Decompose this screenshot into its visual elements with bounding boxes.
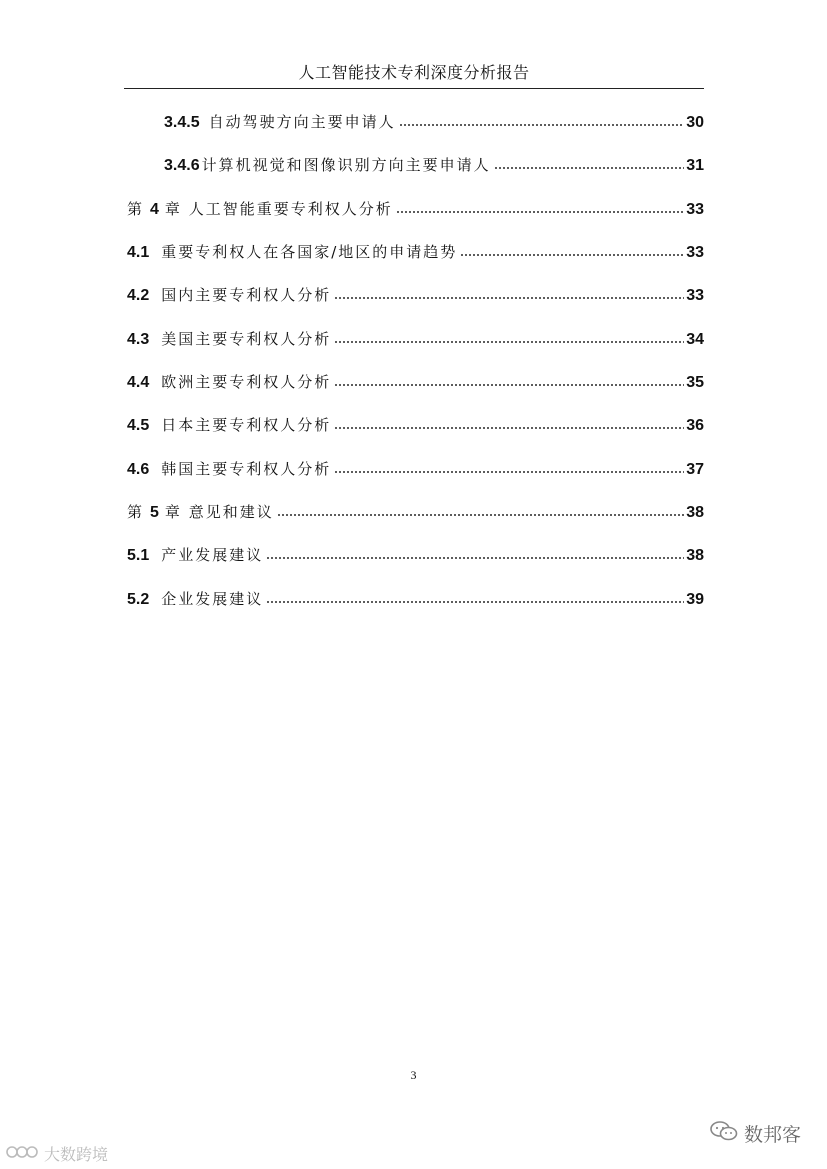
- toc-entry[interactable]: [127, 544, 704, 568]
- toc-entry-page: 36: [686, 417, 704, 434]
- toc-entry-number: 4.2: [127, 287, 150, 304]
- toc-dot-leader: [277, 501, 685, 517]
- toc-entry-number: 4.3: [127, 331, 150, 348]
- toc-entry-page: 31: [686, 157, 704, 174]
- toc-entry[interactable]: [127, 241, 704, 265]
- toc-entry-number: 4.6: [127, 461, 150, 478]
- toc-entry[interactable]: [164, 154, 704, 178]
- toc-entry-page: 39: [686, 591, 704, 608]
- toc-dot-leader: [334, 284, 684, 300]
- toc-entry-prefix: 第: [127, 200, 145, 218]
- page-number: 3: [410, 1068, 417, 1082]
- toc-entry-page: 33: [686, 201, 704, 218]
- watermark-right: [710, 1120, 801, 1147]
- toc-entry[interactable]: [127, 414, 704, 438]
- toc-entry-title: 韩国主要专利权人分析: [161, 460, 332, 478]
- page-header-title: 人工智能技术专利深度分析报告: [298, 63, 530, 82]
- toc-entry-chapter[interactable]: [127, 198, 704, 222]
- toc-dot-leader: [266, 544, 684, 560]
- toc-entry[interactable]: [127, 588, 704, 612]
- toc-entry-chapter[interactable]: [127, 501, 704, 525]
- toc-entry-number: 4.5: [127, 417, 150, 434]
- toc-dot-leader: [399, 111, 685, 127]
- toc-entry[interactable]: [127, 458, 704, 482]
- toc-entry-page: 33: [686, 244, 704, 261]
- toc-entry-page: 34: [686, 331, 704, 348]
- toc-entry-title: 重要专利权人在各国家/地区的申请趋势: [161, 243, 458, 261]
- toc-entry-title: 章 人工智能重要专利权人分析: [164, 200, 393, 218]
- toc-entry-title: 产业发展建议: [161, 546, 264, 564]
- watermark-right-text: 数邦客: [743, 1124, 801, 1146]
- toc-entry-prefix: 第: [127, 503, 145, 521]
- toc-entry-title: 企业发展建议: [161, 590, 264, 608]
- toc-dot-leader: [396, 198, 685, 214]
- toc-entry-title: 美国主要专利权人分析: [161, 330, 332, 348]
- toc-entry-title: 章 意见和建议: [164, 503, 274, 521]
- toc-dot-leader: [334, 414, 684, 430]
- watermark-logo-icon: [6, 1143, 40, 1165]
- watermark-left: [6, 1142, 108, 1165]
- toc-entry-page: 30: [686, 114, 704, 131]
- toc-entry-title: 自动驾驶方向主要申请人: [208, 113, 396, 131]
- toc-dot-leader: [334, 458, 684, 474]
- toc-entry[interactable]: [127, 371, 704, 395]
- toc-entry-number: 4.1: [127, 244, 150, 261]
- toc-entry-number: 4: [150, 201, 159, 218]
- wechat-icon: [710, 1120, 738, 1147]
- toc-entry-page: 38: [686, 504, 704, 521]
- toc-entry-page: 33: [686, 287, 704, 304]
- toc-entry-title: 计算机视觉和图像识别方向主要申请人: [201, 156, 491, 174]
- toc-entry-page: 38: [686, 547, 704, 564]
- toc-entry-number: 3.4.5: [164, 114, 200, 131]
- toc-entry-page: 37: [686, 461, 704, 478]
- toc-entry-number: 4.4: [127, 374, 150, 391]
- toc-entry-title: 国内主要专利权人分析: [161, 286, 332, 304]
- toc-entry-page: 35: [686, 374, 704, 391]
- toc-dot-leader: [494, 154, 685, 170]
- header-rule: [124, 88, 704, 89]
- toc-entry-number: 5: [150, 504, 159, 521]
- toc-entry[interactable]: [127, 284, 704, 308]
- toc-entry-number: 5.1: [127, 547, 150, 564]
- toc-dot-leader: [266, 588, 684, 604]
- toc-entry-number: 3.4.6: [164, 157, 200, 174]
- toc-dot-leader: [460, 241, 684, 257]
- toc-entry[interactable]: [127, 328, 704, 352]
- toc-entry-number: 5.2: [127, 591, 150, 608]
- toc-entry-title: 欧洲主要专利权人分析: [161, 373, 332, 391]
- toc-entry[interactable]: [164, 111, 704, 135]
- toc-entry-title: 日本主要专利权人分析: [161, 416, 332, 434]
- watermark-left-text: 大数跨境: [44, 1145, 109, 1164]
- toc-dot-leader: [334, 328, 684, 344]
- toc-dot-leader: [334, 371, 684, 387]
